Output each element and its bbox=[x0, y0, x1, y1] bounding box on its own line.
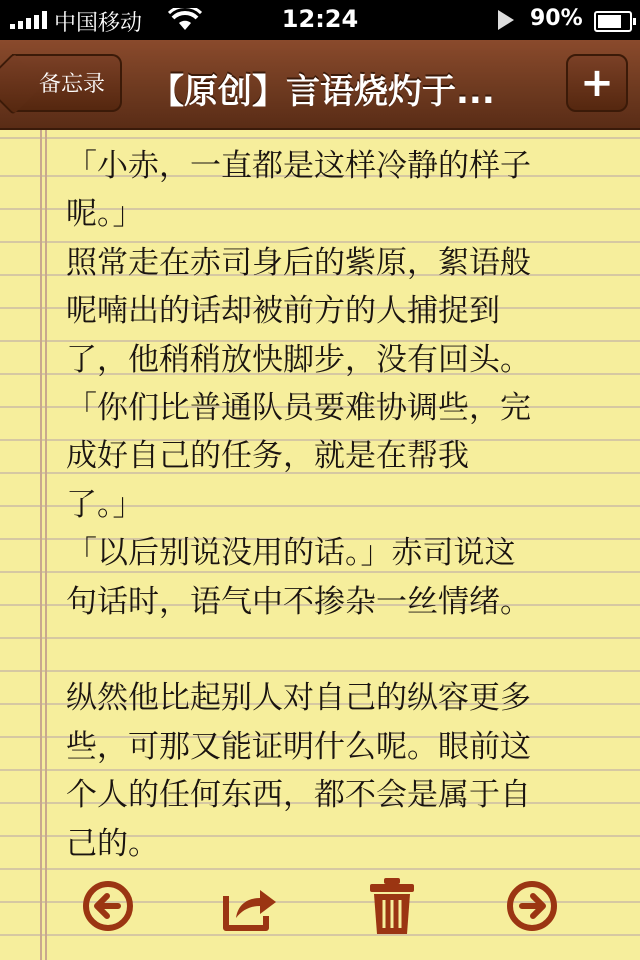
back-button-label: 备忘录 bbox=[38, 72, 105, 97]
add-note-button[interactable]: + bbox=[566, 54, 628, 112]
battery-icon bbox=[594, 11, 632, 32]
note-line: 纵然他比起别人对自己的纵容更多 bbox=[66, 680, 531, 717]
carrier-name: 中国移动 bbox=[54, 11, 143, 36]
note-line: 呢。」 bbox=[66, 196, 144, 233]
play-icon bbox=[498, 10, 514, 30]
note-line: 己的。 bbox=[66, 825, 159, 860]
note-line: 了。」 bbox=[66, 486, 144, 523]
margin-line bbox=[40, 130, 42, 960]
note-line: 「你们比普通队员要难协调些，完 bbox=[66, 390, 531, 427]
note-body[interactable] bbox=[66, 142, 626, 860]
note-line: 了，他稍稍放快脚步，没有回头。 bbox=[66, 341, 531, 378]
back-arrow-icon[interactable] bbox=[78, 874, 138, 938]
note-line: 呢喃出的话却被前方的人捕捉到 bbox=[66, 293, 500, 330]
note-line: 「小赤，一直都是这样冷静的样子 bbox=[66, 148, 531, 184]
note-line: 照常走在赤司身后的紫原，絮语般 bbox=[66, 244, 531, 281]
trash-icon[interactable] bbox=[362, 874, 422, 938]
note-line: 些，可那又能证明什么呢。眼前这 bbox=[66, 728, 531, 765]
note-line: 「以后别说没用的话。」赤司说这 bbox=[66, 535, 516, 572]
margin-line bbox=[45, 130, 47, 960]
status-bar bbox=[0, 0, 640, 40]
battery-percent: 90% bbox=[530, 6, 583, 31]
note-line: 句话时，语气中不掺杂一丝情绪。 bbox=[66, 583, 531, 620]
note-title: 【原创】言语烧灼于... bbox=[150, 72, 495, 112]
note-line: 成好自己的任务，就是在帮我 bbox=[66, 438, 469, 475]
back-button[interactable] bbox=[12, 54, 122, 112]
share-icon[interactable] bbox=[220, 874, 280, 938]
status-time: 12:24 bbox=[281, 5, 359, 33]
navigation-bar bbox=[0, 40, 640, 130]
note-line: 个人的任何东西，都不会是属于自 bbox=[66, 777, 531, 814]
forward-arrow-icon[interactable] bbox=[502, 874, 562, 938]
note-blank-line bbox=[66, 626, 626, 674]
